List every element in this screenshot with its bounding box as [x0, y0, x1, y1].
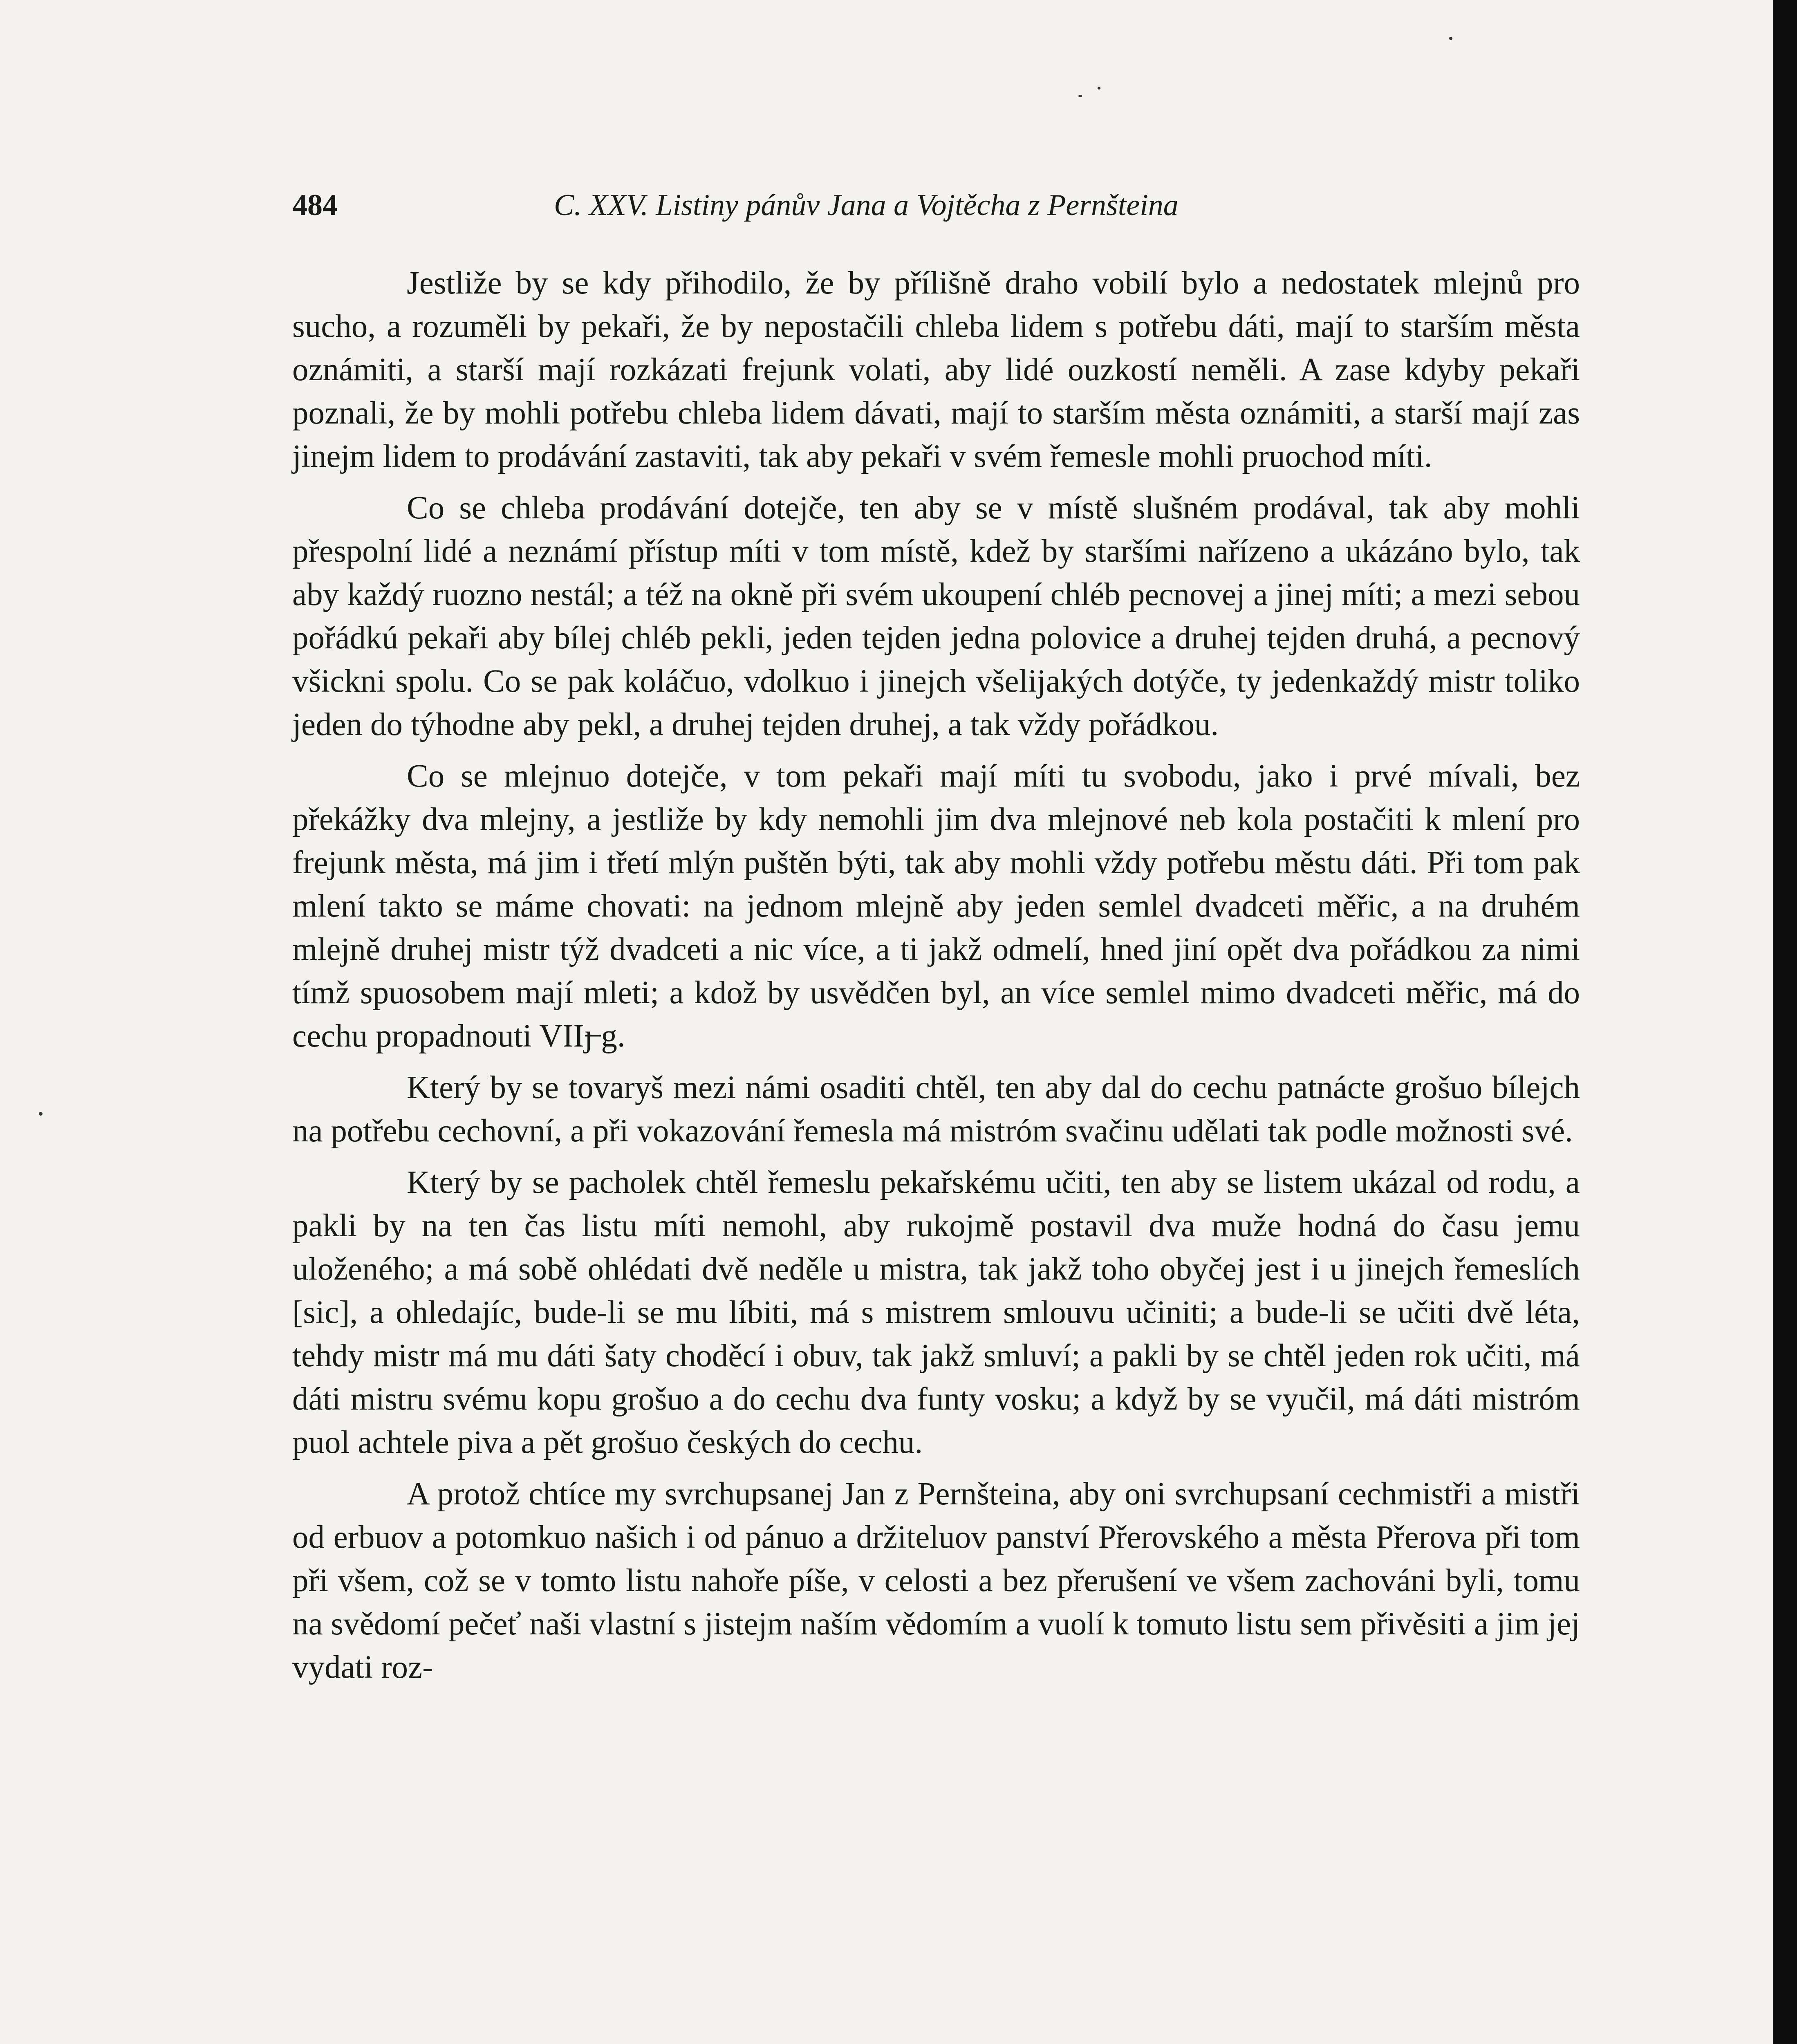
paragraph: Co se mlejnuo dotejče, v tom pekaři mají míti tu svobodu, jako i prvé mívali, bez překážky dva mlejny, a jestliže by kdy nemohli jim dva mlejnové neb kola postačiti k mlení pro frejunk města, má jim i třetí mlýn puštěn býti, tak aby mohli vždy potřebu městu dáti. Při tom pak mlení takto se máme chovati: na jednom mlejně aby jeden semlel dvadceti měřic, a na druhém mlejně druhej mistr týž dvadceti a nic více, a ti jakž odmelí, hned jiní opět dva pořádkou za nimi tímž spuosobem mají mleti; a kdož by usvědčen byl, an více semlel mimo dvadceti měřic, má do cechu propadnouti VIIȷ̶ g. — [292, 758, 1580, 1054]
scan-speck — [39, 1112, 43, 1116]
page-title: C. XXV. Listiny pánův Jana a Vojtěcha z Pernšteina — [554, 188, 1179, 222]
running-head — [292, 188, 1580, 237]
paragraph: A protož chtíce my svrchupsanej Jan z Pernšteina, aby oni svrchupsaní cechmistři a mistři od erbuov a potomkuo našich i od pánuo a držiteluov panství Přerovského a města Přerova při tom při všem, což se v tomto listu nahoře píše, v celosti a bez přerušení ve všem zachováni byli, tomu na svědomí pečeť naši vlastní s jistejm naším vědomím a vuolí k tomuto listu sem přivěsiti a jim jej vydati roz- — [292, 1476, 1580, 1685]
scan-speck — [1098, 87, 1100, 90]
body-text — [292, 262, 1580, 1689]
scan-border-right — [1773, 0, 1797, 2044]
paragraph: Co se chleba prodávání dotejče, ten aby se v místě slušném prodával, tak aby mohli přespolní lidé a neznámí přístup míti v tom místě, kdež by staršími nařízeno a ukázáno bylo, tak aby každý ruozno nestál; a též na okně při svém ukoupení chléb pecnovej a jinej míti; a mezi sebou pořádkú pekaři aby bílej chléb pekli, jeden tejden jedna polovice a druhej tejden druhá, a pecnový všickni spolu. Co se pak koláčuo, vdolkuo i jinejch všelijakých dotýče, ty jedenkaždý mistr toliko jeden do týhodne aby pekl, a druhej tejden druhej, a tak vždy pořádkou. — [292, 490, 1580, 742]
paragraph: Který by se tovaryš mezi námi osaditi chtěl, ten aby dal do cechu patnácte grošuo bílejch na potřebu cechovní, a při vokazování řemesla má mistróm svačinu udělati tak podle možnosti své. — [292, 1070, 1580, 1149]
scan-speck — [1449, 37, 1452, 40]
scan-speck — [1078, 95, 1082, 97]
paragraph: Jestliže by se kdy přihodilo, že by přílišně draho vobilí bylo a nedostatek mlejnů pro sucho, a rozuměli by pekaři, že by nepostačili chleba lidem s potřebu dáti, mají to starším města oznámiti, a starší mají rozkázati frejunk volati, aby lidé ouzkostí neměli. A zase kdyby pekaři poznali, že by mohli potřebu chleba lidem dávati, mají to starším města oznámiti, a starší mají zas jinejm lidem to prodávání zastaviti, tak aby pekaři v svém řemesle mohli pruochod míti. — [292, 265, 1580, 474]
page-content — [292, 188, 1580, 1697]
page-number: 484 — [292, 188, 338, 222]
paragraph: Který by se pacholek chtěl řemeslu pekařskému učiti, ten aby se listem ukázal od rodu, a pakli by na ten čas listu míti nemohl, aby rukojmě postavil dva muže hodná do času jemu uloženého; a má sobě ohlédati dvě neděle u mistra, tak jakž toho obyčej jest i u jinejch řemeslích [sic], a ohledajíc, bude-li se mu líbiti, má s mistrem smlouvu učiniti; a bude-li se učiti dvě léta, tehdy mistr má mu dáti šaty choděcí i obuv, tak jakž smluví; a pakli by se chtěl jeden rok učiti, má dáti mistru svému kopu grošuo a do cechu dva funty vosku; a když by se vyučil, má dáti mistróm puol achtele piva a pět grošuo českých do cechu. — [292, 1165, 1580, 1460]
